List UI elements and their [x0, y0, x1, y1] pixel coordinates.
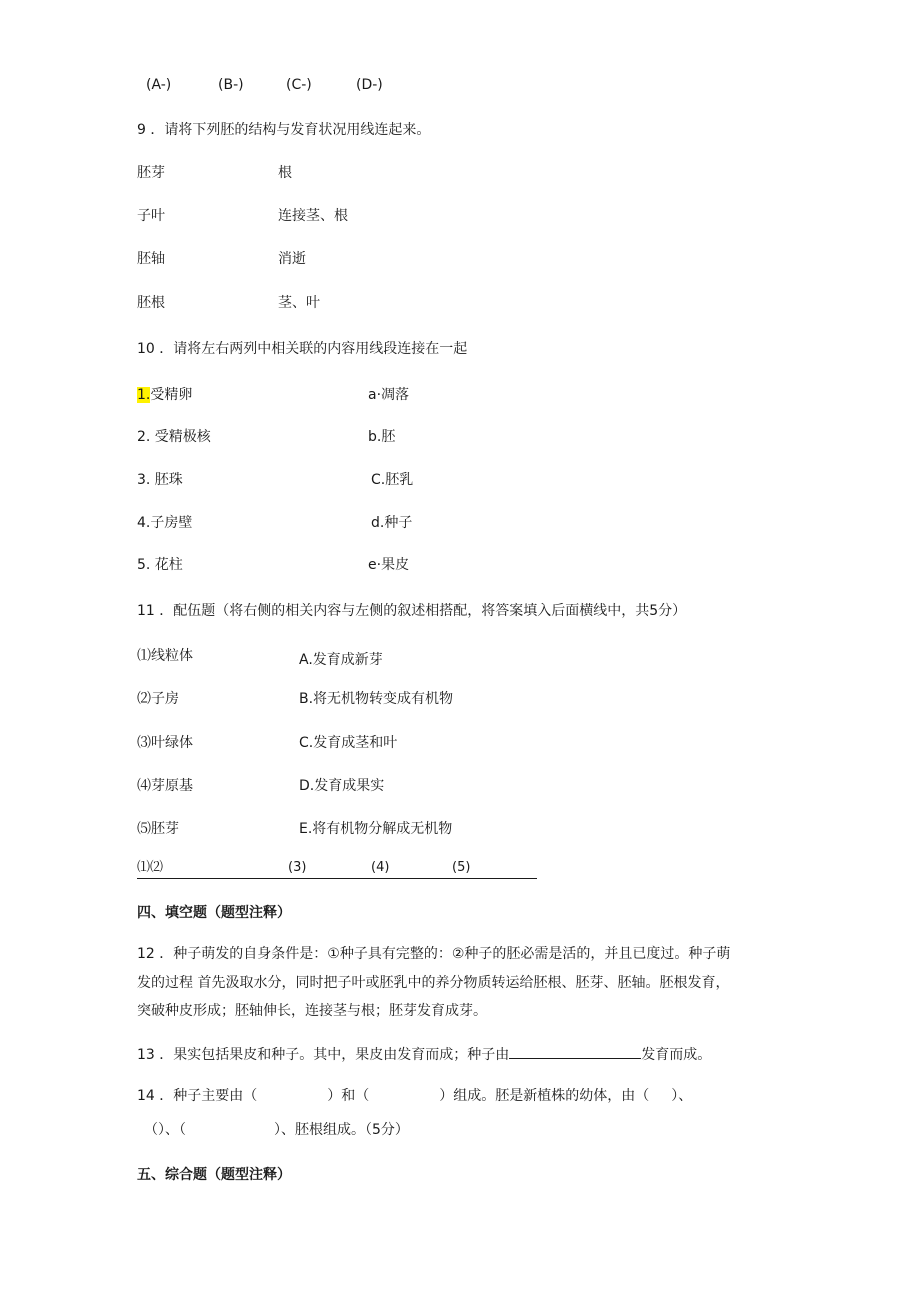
- answer-blank[interactable]: [509, 1044, 641, 1059]
- answer-label: (5): [452, 860, 471, 875]
- q14-text: ）、胚根组成。（5分）: [274, 1122, 409, 1138]
- section-heading: 四、填空题（题型注释）: [137, 905, 291, 921]
- q10-left-item: 5. 花柱: [137, 557, 183, 573]
- answer-label: (3): [288, 860, 307, 875]
- q10-left-item: 3. 胚珠: [137, 472, 183, 488]
- q11-title: 11 ．配伍题（将右侧的相关内容与左侧的叙述相搭配，将答案填入后面横线中，共5分）: [137, 603, 687, 619]
- q14-line: [144, 1120, 409, 1140]
- q10-left-item-text: 受精卵: [150, 387, 193, 403]
- q14-text: （）、（: [144, 1122, 186, 1138]
- option-a: (A-): [146, 77, 172, 93]
- option-b: (B-): [218, 77, 244, 93]
- q11-right-item: B.将无机物转变成有机物: [299, 691, 454, 707]
- q11-left-item: ⑵子房: [137, 691, 179, 707]
- q9-right-item: 消逝: [278, 251, 306, 267]
- q10-title: 10 ．请将左右两列中相关联的内容用线段连接在一起: [137, 341, 468, 357]
- q10-left-item: [137, 385, 192, 405]
- q12-line: 12 ．种子萌发的自身条件是：①种子具有完整的：②种子的胚必需是活的，并且已度过。种子萌: [137, 946, 731, 962]
- q10-left-item: 2. 受精极核: [137, 429, 211, 445]
- q12-line: 发的过程 首先汲取水分，同时把子叶或胚乳中的养分物质转运给胚根、胚芽、胚轴。胚根发育，: [137, 975, 730, 991]
- q9-right-item: 茎、叶: [278, 295, 320, 311]
- q11-left-item: ⑷芽原基: [137, 778, 193, 794]
- q9-right-item: 连接茎、根: [278, 208, 348, 224]
- q9-title: 9 ．请将下列胚的结构与发育状况用线连起来。: [137, 122, 431, 138]
- q11-left-item: ⑴线粒体: [137, 648, 193, 664]
- q9-left-item: 胚芽: [137, 165, 165, 181]
- q10-right-item: C.胚乳: [371, 472, 414, 488]
- option-c: (C-): [286, 77, 312, 93]
- q11-right-item: C.发育成茎和叶: [299, 735, 398, 751]
- q13-part1: 13 ．果实包括果皮和种子。其中，果皮由发育而成；种子由: [137, 1047, 510, 1063]
- answer-label: ⑴⑵: [137, 860, 164, 875]
- q10-right-item: a·凋落: [368, 387, 410, 403]
- q11-left-item: ⑸胚芽: [137, 821, 179, 837]
- q10-left-item: 4.子房壁: [137, 515, 193, 531]
- q10-right-item: b.胚: [368, 429, 396, 445]
- q14-text: ）、: [671, 1088, 693, 1104]
- q11-right-item: E.将有机物分解成无机物: [299, 821, 453, 837]
- q12-line: 突破种皮形成；胚轴伸长，连接茎与根；胚芽发育成芽。: [137, 1003, 487, 1019]
- highlighted-number: 1.: [137, 387, 151, 403]
- q14-line: [137, 1086, 692, 1106]
- q9-left-item: 子叶: [137, 208, 165, 224]
- q11-left-item: ⑶叶绿体: [137, 735, 193, 751]
- q10-right-item: e·果皮: [368, 557, 410, 573]
- section-heading: 五、综合题（题型注释）: [137, 1167, 291, 1183]
- q10-right-item: d.种子: [371, 515, 413, 531]
- q14-text: ）和（: [327, 1088, 370, 1104]
- q11-right-item: A.发育成新芽: [299, 652, 383, 668]
- answer-label: (4): [371, 860, 390, 875]
- q13-part2: 发育而成。: [641, 1047, 712, 1063]
- q9-left-item: 胚根: [137, 295, 165, 311]
- q9-right-item: 根: [278, 165, 292, 181]
- answer-underline: [137, 878, 537, 879]
- q14-text: 14 ．种子主要由（: [137, 1088, 258, 1104]
- q11-right-item: D.发育成果实: [299, 778, 385, 794]
- q9-left-item: 胚轴: [137, 251, 165, 267]
- q14-text: ）组成。胚是新植株的幼体，由（: [439, 1088, 650, 1104]
- option-d: (D-): [356, 77, 383, 93]
- q13-line: [137, 1044, 711, 1065]
